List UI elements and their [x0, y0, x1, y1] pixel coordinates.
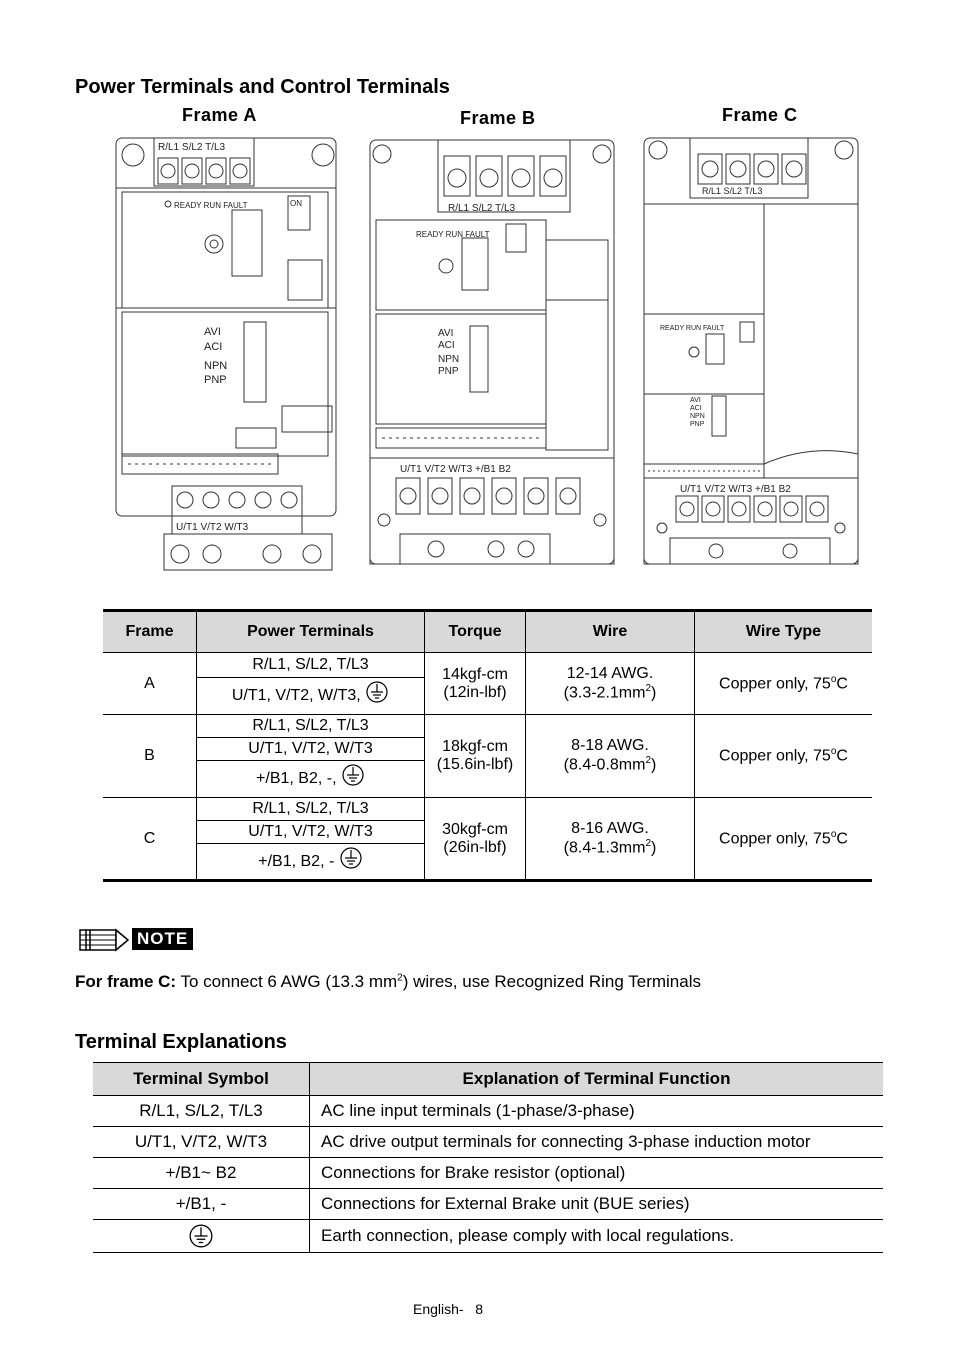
- page-heading: Power Terminals and Control Terminals: [75, 76, 450, 98]
- svg-text:ACI: ACI: [690, 405, 702, 412]
- svg-text:AVI: AVI: [690, 397, 701, 404]
- explanation-cell: Connections for Brake resistor (optional): [310, 1158, 884, 1189]
- terminal-cell: R/L1, S/L2, T/L3: [197, 715, 425, 738]
- frame-b-led-labels: READY RUN FAULT: [416, 230, 490, 239]
- svg-text:NPN: NPN: [690, 413, 705, 420]
- table-row: [103, 653, 872, 678]
- frame-c-drawing: [640, 134, 862, 570]
- torque-cell: 18kgf-cm (15.6in-lbf): [425, 715, 526, 798]
- table-row: [103, 715, 872, 738]
- page-number: 8: [475, 1301, 484, 1317]
- terminal-cell: R/L1, S/L2, T/L3: [197, 653, 425, 678]
- frame-a-label: Frame A: [182, 105, 257, 125]
- frame-b-output-labels: U/T1 V/T2 W/T3 +/B1 B2: [400, 464, 511, 475]
- col-wire: Wire: [526, 611, 695, 653]
- symbol-cell: R/L1, S/L2, T/L3: [93, 1096, 310, 1127]
- explanation-cell: Connections for External Brake unit (BUE series): [310, 1189, 884, 1220]
- col-power-terminals: Power Terminals: [197, 611, 425, 653]
- wire-type-cell: Copper only, 75$^o$C: [695, 798, 873, 881]
- svg-text:NPN: NPN: [438, 354, 460, 365]
- frame-a-control-labels: [204, 326, 227, 386]
- frame-a-switch-label: ON: [290, 199, 302, 208]
- terminal-cell: +/B1, B2, -,: [197, 761, 425, 798]
- frame-c-control-labels: [690, 397, 705, 428]
- frame-cell: A: [103, 653, 197, 715]
- svg-text:PNP: PNP: [438, 366, 459, 377]
- note-badge: [78, 927, 198, 953]
- col-explanation: Explanation of Terminal Function: [310, 1063, 884, 1096]
- svg-text:PNP: PNP: [204, 374, 227, 386]
- note-label: NOTE: [132, 928, 193, 950]
- explanations-heading: Terminal Explanations: [75, 1031, 287, 1053]
- torque-cell: 14kgf-cm (12in-lbf): [425, 653, 526, 715]
- explanation-cell: Earth connection, please comply with local regulations.: [310, 1220, 884, 1253]
- frame-b-drawing: [366, 136, 618, 570]
- explanation-cell: AC drive output terminals for connecting 3-phase induction motor: [310, 1127, 884, 1158]
- explanation-cell: AC line input terminals (1-phase/3-phase): [310, 1096, 884, 1127]
- frame-a-input-labels: R/L1 S/L2 T/L3: [158, 142, 226, 153]
- note-pencil-icon: [78, 927, 130, 953]
- earth-ground-icon: [188, 1223, 214, 1249]
- svg-text:PNP: PNP: [690, 421, 705, 428]
- frame-c-led-labels: READY RUN FAULT: [660, 325, 725, 332]
- symbol-cell: U/T1, V/T2, W/T3: [93, 1127, 310, 1158]
- frame-b-input-labels: R/L1 S/L2 T/L3: [448, 203, 516, 214]
- earth-ground-icon: [365, 680, 389, 704]
- symbol-cell: +/B1~ B2: [93, 1158, 310, 1189]
- table-row: [93, 1127, 883, 1158]
- svg-text:AVI: AVI: [204, 326, 221, 338]
- page-footer: [413, 1301, 483, 1317]
- terminal-cell: U/T1, V/T2, W/T3: [197, 821, 425, 844]
- frame-b-control-labels: [438, 328, 459, 377]
- frame-cell: C: [103, 798, 197, 881]
- wire-cell: 12-14 AWG. $(3.3-2.1mm^2)$: [526, 653, 695, 715]
- table-row: [93, 1220, 883, 1253]
- svg-text:AVI: AVI: [438, 328, 454, 339]
- col-torque: Torque: [425, 611, 526, 653]
- symbol-cell: +/B1, -: [93, 1189, 310, 1220]
- frame-c-input-labels: R/L1 S/L2 T/L3: [702, 186, 763, 196]
- svg-text:NPN: NPN: [204, 360, 228, 372]
- note-text: For frame C: To connect 6 AWG (13.3 $mm^2$) wires, use Recognized Ring Terminals: [75, 972, 701, 991]
- table-row: [103, 798, 872, 821]
- col-terminal-symbol: Terminal Symbol: [93, 1063, 310, 1096]
- wire-type-cell: Copper only, 75$^o$C: [695, 715, 873, 798]
- terminal-cell: R/L1, S/L2, T/L3: [197, 798, 425, 821]
- note-lead: For frame C:: [75, 972, 177, 991]
- table-row: [93, 1096, 883, 1127]
- footer-label: English-: [413, 1301, 464, 1317]
- earth-ground-icon: [339, 846, 363, 870]
- explanations-table: [93, 1062, 883, 1253]
- frame-a-drawing: [112, 132, 342, 572]
- table-row: [93, 1189, 883, 1220]
- terminal-cell: U/T1, V/T2, W/T3,: [197, 678, 425, 715]
- earth-ground-icon: [341, 763, 365, 787]
- symbol-cell: [93, 1220, 310, 1253]
- spec-table: [103, 609, 872, 882]
- terminal-cell: +/B1, B2, -: [197, 844, 425, 881]
- torque-cell: 30kgf-cm (26in-lbf): [425, 798, 526, 881]
- frame-a-output-labels: U/T1 V/T2 W/T3: [176, 522, 249, 533]
- frame-c-label: Frame C: [722, 105, 798, 125]
- svg-text:ACI: ACI: [204, 341, 223, 353]
- col-frame: Frame: [103, 611, 197, 653]
- terminal-cell: U/T1, V/T2, W/T3: [197, 738, 425, 761]
- wire-type-cell: Copper only, 75$^o$C: [695, 653, 873, 715]
- frame-c-output-labels: U/T1 V/T2 W/T3 +/B1 B2: [680, 484, 791, 495]
- svg-text:ACI: ACI: [438, 340, 455, 351]
- col-wire-type: Wire Type: [695, 611, 873, 653]
- frame-a-led-labels: READY RUN FAULT: [174, 201, 248, 210]
- frame-cell: B: [103, 715, 197, 798]
- frame-b-label: Frame B: [460, 108, 536, 128]
- wire-cell: 8-18 AWG. $(8.4-0.8mm^2)$: [526, 715, 695, 798]
- wire-cell: 8-16 AWG. $(8.4-1.3mm^2)$: [526, 798, 695, 881]
- table-row: [93, 1158, 883, 1189]
